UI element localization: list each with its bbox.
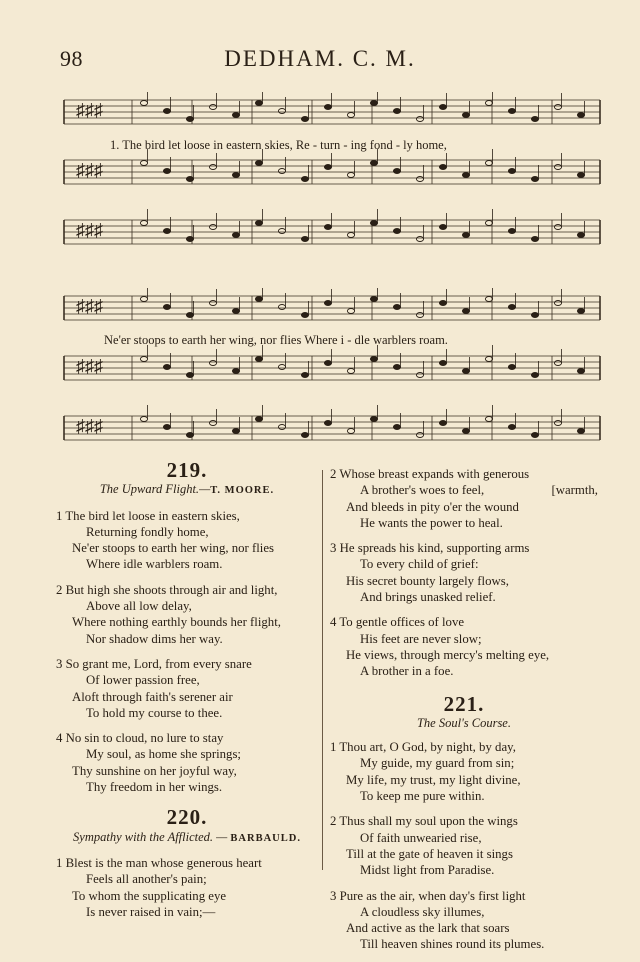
verse-line: Of lower passion free,: [86, 673, 200, 688]
verse-line: Of faith unwearied rise,: [360, 830, 482, 845]
verse-line: Till heaven shines round its plumes.: [360, 937, 545, 952]
verse-line: Returning fondly home,: [86, 524, 209, 539]
music-system-2: [62, 288, 602, 463]
svg-text:♯♯♯: ♯♯♯: [76, 160, 103, 180]
verse-line: To every child of grief:: [360, 557, 479, 572]
hymn-219-title: The Upward Flight.: [99, 482, 200, 497]
verse-line: Nor shadow dims her way.: [86, 631, 223, 646]
verse-line: A brother in a foe.: [360, 664, 454, 679]
verse-line: To whom the supplicating eye: [72, 888, 227, 903]
verse-line: And active as the lark that soars: [346, 921, 510, 936]
verse-line: My life, my trust, my light divine,: [346, 772, 521, 787]
hymn-219-author: T. MOORE.: [210, 485, 275, 497]
verse-line: To keep me pure within.: [360, 789, 485, 804]
hymn-221-number: 221.: [443, 691, 485, 716]
hymn-221-verse-2: [330, 813, 598, 878]
svg-text:♯♯♯: ♯♯♯: [76, 356, 103, 376]
verse-line: My guide, my guard from sin;: [360, 756, 515, 771]
svg-text:♯♯♯: ♯♯♯: [76, 296, 103, 316]
hymn-220-verse-3: [330, 540, 598, 605]
hymn-219-verse-4: [56, 730, 318, 795]
verse-line: Ne'er stoops to earth her wing, nor flies: [72, 541, 275, 556]
hymn-220-verse-1: [56, 855, 318, 920]
hymn-220-title: Sympathy with the Afflicted.: [73, 829, 214, 844]
left-column: [56, 458, 318, 929]
verse-line: Till at the gate of heaven it sings: [346, 846, 513, 861]
hymn-221-verse-3: [330, 888, 598, 953]
verse-line: 1 Blest is the man whose generous heart: [56, 855, 262, 870]
verse-line: Aloft through faith's serener air: [72, 689, 233, 704]
verse-line: A brother's woes to feel, [warmth,: [360, 483, 598, 498]
tune-title: DEDHAM. C. M.: [224, 46, 416, 71]
svg-text:♯♯♯: ♯♯♯: [76, 220, 103, 240]
hymn-220-number: 220.: [166, 805, 208, 830]
music-staves-1: [62, 92, 602, 267]
verse-line: 4 No sin to cloud, no lure to stay: [56, 731, 224, 746]
verse-line-carryover: [warmth,: [551, 483, 598, 498]
verse-line: A cloudless sky illumes,: [360, 904, 485, 919]
verse-line: Thy freedom in her wings.: [86, 780, 223, 795]
hymn-219-verse-2: [56, 582, 318, 647]
lyrics-line-2: Ne'er stoops to earth her wing, nor flies Where i - dle warblers roam.: [104, 333, 448, 347]
music-system-1: [62, 92, 602, 267]
hymn-220-verse-2: [330, 466, 598, 531]
hymn-220-author: BARBAULD.: [230, 832, 301, 844]
verse-line: His secret bounty largely flows,: [346, 573, 509, 588]
verse-line: Is never raised in vain;—: [86, 904, 216, 919]
verse-line: Thy sunshine on her joyful way,: [72, 763, 237, 778]
hymn-219-heading: The Upward Flight.—T. MOORE.: [99, 482, 275, 497]
verse-line: Above all low delay,: [86, 599, 192, 614]
hymn-219-verse-3: [56, 656, 318, 721]
verse-line: 3 Pure as the air, when day's first light: [330, 888, 526, 903]
verse-line: 3 He spreads his kind, supporting arms: [330, 541, 530, 556]
verse-line: 1 The bird let loose in eastern skies,: [56, 508, 240, 523]
verse-line: 4 To gentle offices of love: [330, 615, 465, 630]
right-column: [330, 466, 598, 962]
verse-line: He views, through mercy's melting eye,: [346, 647, 550, 662]
verse-line: 2 Thus shall my soul upon the wings: [330, 814, 518, 829]
hymn-220-heading: Sympathy with the Afflicted. — BARBAULD.: [73, 829, 301, 844]
verse-line: 1 Thou art, O God, by night, by day,: [330, 740, 516, 755]
verse-line: 2 Whose breast expands with generous: [330, 467, 530, 481]
verse-line: 3 So grant me, Lord, from every snare: [56, 656, 252, 671]
svg-text:♯♯♯: ♯♯♯: [76, 100, 103, 120]
column-divider: [322, 470, 323, 870]
music-staves-2: [62, 288, 602, 463]
verse-line: And bleeds in pity o'er the wound: [346, 499, 519, 514]
verse-line: He wants the power to heal.: [360, 515, 503, 530]
hymn-219-number: 219.: [166, 458, 208, 482]
verse-line: His feet are never slow;: [360, 631, 482, 646]
hymn-219-verse-1: [56, 508, 318, 573]
verse-line: Where nothing earthly bounds her flight,: [72, 615, 281, 630]
verse-line: Feels all another's pain;: [86, 872, 207, 887]
verse-line: Where idle warblers roam.: [86, 557, 223, 572]
verse-line: Midst light from Paradise.: [360, 863, 495, 878]
verse-line: 2 But high she shoots through air and light,: [56, 582, 278, 597]
lyrics-line-1: 1. The bird let loose in eastern skies, Re - turn - ing fond - ly home,: [110, 138, 447, 152]
verse-line: My soul, as home she springs;: [86, 747, 241, 762]
svg-text:♯♯♯: ♯♯♯: [76, 416, 103, 436]
page-number: 98: [60, 46, 83, 71]
verse-line: And brings unasked relief.: [360, 590, 496, 605]
verse-line: To hold my course to thee.: [86, 705, 223, 720]
hymn-221-verse-1: [330, 739, 598, 804]
hymn-220-verse-4: [330, 614, 598, 679]
hymn-221-title: The Soul's Course.: [416, 715, 511, 730]
